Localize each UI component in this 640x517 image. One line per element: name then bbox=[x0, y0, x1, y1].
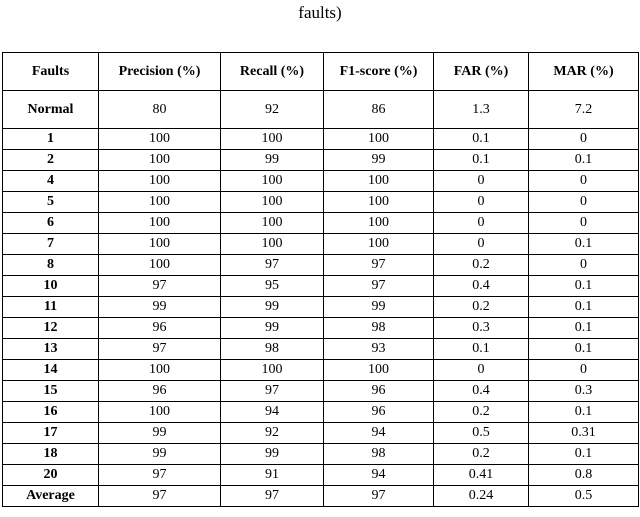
cell-mar: 0.1 bbox=[529, 276, 639, 297]
cell-far: 0.5 bbox=[434, 423, 529, 444]
cell-fault: 6 bbox=[3, 213, 99, 234]
cell-fault: 16 bbox=[3, 402, 99, 423]
cell-mar: 0.5 bbox=[529, 486, 639, 507]
cell-f1-score: 98 bbox=[324, 318, 434, 339]
cell-recall: 100 bbox=[221, 192, 324, 213]
cell-far: 0.41 bbox=[434, 465, 529, 486]
cell-mar: 0.1 bbox=[529, 444, 639, 465]
cell-far: 0 bbox=[434, 213, 529, 234]
cell-f1-score: 97 bbox=[324, 276, 434, 297]
header-row bbox=[3, 53, 639, 91]
table-row bbox=[3, 339, 639, 360]
cell-precision: 96 bbox=[99, 381, 221, 402]
table-header bbox=[3, 53, 639, 91]
header-precision: Precision (%) bbox=[99, 53, 221, 91]
cell-far: 0.2 bbox=[434, 444, 529, 465]
cell-f1-score: 100 bbox=[324, 234, 434, 255]
cell-fault: 18 bbox=[3, 444, 99, 465]
table-row bbox=[3, 297, 639, 318]
cell-recall: 97 bbox=[221, 255, 324, 276]
cell-f1-score: 99 bbox=[324, 297, 434, 318]
cell-fault: Average bbox=[3, 486, 99, 507]
cell-far: 0.24 bbox=[434, 486, 529, 507]
table-row bbox=[3, 255, 639, 276]
cell-precision: 100 bbox=[99, 129, 221, 150]
cell-far: 0.3 bbox=[434, 318, 529, 339]
cell-precision: 97 bbox=[99, 276, 221, 297]
cell-f1-score: 100 bbox=[324, 192, 434, 213]
cell-far: 0.4 bbox=[434, 381, 529, 402]
cell-mar: 0.1 bbox=[529, 150, 639, 171]
cell-recall: 100 bbox=[221, 234, 324, 255]
cell-mar: 0 bbox=[529, 213, 639, 234]
table-row bbox=[3, 318, 639, 339]
results-table bbox=[2, 52, 639, 507]
cell-fault: 8 bbox=[3, 255, 99, 276]
cell-mar: 0 bbox=[529, 129, 639, 150]
cell-fault: 15 bbox=[3, 381, 99, 402]
cell-fault: 10 bbox=[3, 276, 99, 297]
cell-fault: 5 bbox=[3, 192, 99, 213]
cell-f1-score: 96 bbox=[324, 381, 434, 402]
table-row bbox=[3, 276, 639, 297]
table-caption: faults) bbox=[298, 3, 342, 22]
cell-recall: 99 bbox=[221, 150, 324, 171]
cell-recall: 100 bbox=[221, 129, 324, 150]
cell-mar: 0 bbox=[529, 255, 639, 276]
cell-fault: Normal bbox=[3, 91, 99, 129]
cell-fault: 11 bbox=[3, 297, 99, 318]
cell-f1-score: 86 bbox=[324, 91, 434, 129]
cell-precision: 97 bbox=[99, 339, 221, 360]
cell-recall: 99 bbox=[221, 444, 324, 465]
cell-far: 0.2 bbox=[434, 297, 529, 318]
header-mar: MAR (%) bbox=[529, 53, 639, 91]
cell-precision: 100 bbox=[99, 255, 221, 276]
cell-mar: 0.3 bbox=[529, 381, 639, 402]
cell-f1-score: 98 bbox=[324, 444, 434, 465]
cell-fault: 14 bbox=[3, 360, 99, 381]
cell-mar: 0.31 bbox=[529, 423, 639, 444]
cell-f1-score: 94 bbox=[324, 465, 434, 486]
cell-f1-score: 97 bbox=[324, 486, 434, 507]
cell-mar: 0.1 bbox=[529, 234, 639, 255]
cell-mar: 0 bbox=[529, 171, 639, 192]
cell-recall: 100 bbox=[221, 171, 324, 192]
cell-precision: 100 bbox=[99, 402, 221, 423]
cell-precision: 100 bbox=[99, 171, 221, 192]
cell-fault: 2 bbox=[3, 150, 99, 171]
table-row bbox=[3, 171, 639, 192]
cell-f1-score: 93 bbox=[324, 339, 434, 360]
cell-recall: 99 bbox=[221, 297, 324, 318]
cell-far: 0.2 bbox=[434, 402, 529, 423]
cell-recall: 98 bbox=[221, 339, 324, 360]
header-f1-score: F1-score (%) bbox=[324, 53, 434, 91]
cell-precision: 100 bbox=[99, 234, 221, 255]
table-row bbox=[3, 423, 639, 444]
cell-fault: 20 bbox=[3, 465, 99, 486]
cell-f1-score: 94 bbox=[324, 423, 434, 444]
cell-far: 1.3 bbox=[434, 91, 529, 129]
cell-mar: 0.1 bbox=[529, 297, 639, 318]
cell-recall: 97 bbox=[221, 381, 324, 402]
cell-fault: 7 bbox=[3, 234, 99, 255]
cell-f1-score: 99 bbox=[324, 150, 434, 171]
cell-f1-score: 96 bbox=[324, 402, 434, 423]
cell-far: 0.1 bbox=[434, 150, 529, 171]
cell-precision: 80 bbox=[99, 91, 221, 129]
cell-f1-score: 100 bbox=[324, 360, 434, 381]
table-row bbox=[3, 192, 639, 213]
cell-far: 0 bbox=[434, 192, 529, 213]
table-row bbox=[3, 213, 639, 234]
table-row bbox=[3, 486, 639, 507]
cell-far: 0 bbox=[434, 171, 529, 192]
cell-recall: 100 bbox=[221, 360, 324, 381]
cell-recall: 97 bbox=[221, 486, 324, 507]
cell-recall: 99 bbox=[221, 318, 324, 339]
cell-precision: 100 bbox=[99, 360, 221, 381]
cell-precision: 99 bbox=[99, 423, 221, 444]
table-body bbox=[3, 91, 639, 507]
cell-recall: 95 bbox=[221, 276, 324, 297]
cell-f1-score: 100 bbox=[324, 171, 434, 192]
cell-far: 0 bbox=[434, 360, 529, 381]
cell-f1-score: 100 bbox=[324, 213, 434, 234]
table-row bbox=[3, 129, 639, 150]
cell-precision: 100 bbox=[99, 150, 221, 171]
header-faults: Faults bbox=[3, 53, 99, 91]
cell-mar: 0.1 bbox=[529, 402, 639, 423]
cell-far: 0.4 bbox=[434, 276, 529, 297]
cell-fault: 13 bbox=[3, 339, 99, 360]
table-row bbox=[3, 381, 639, 402]
cell-far: 0.2 bbox=[434, 255, 529, 276]
cell-mar: 0 bbox=[529, 360, 639, 381]
table-row bbox=[3, 91, 639, 129]
cell-precision: 96 bbox=[99, 318, 221, 339]
cell-fault: 4 bbox=[3, 171, 99, 192]
cell-precision: 99 bbox=[99, 297, 221, 318]
cell-far: 0.1 bbox=[434, 339, 529, 360]
table-row bbox=[3, 234, 639, 255]
cell-recall: 94 bbox=[221, 402, 324, 423]
cell-fault: 17 bbox=[3, 423, 99, 444]
cell-precision: 100 bbox=[99, 213, 221, 234]
header-far: FAR (%) bbox=[434, 53, 529, 91]
table-row bbox=[3, 150, 639, 171]
cell-mar: 0 bbox=[529, 192, 639, 213]
cell-precision: 97 bbox=[99, 486, 221, 507]
cell-mar: 0.8 bbox=[529, 465, 639, 486]
cell-recall: 100 bbox=[221, 213, 324, 234]
cell-f1-score: 100 bbox=[324, 129, 434, 150]
table-row bbox=[3, 465, 639, 486]
cell-mar: 7.2 bbox=[529, 91, 639, 129]
cell-recall: 92 bbox=[221, 423, 324, 444]
cell-precision: 100 bbox=[99, 192, 221, 213]
table-row bbox=[3, 402, 639, 423]
cell-mar: 0.1 bbox=[529, 318, 639, 339]
cell-mar: 0.1 bbox=[529, 339, 639, 360]
cell-far: 0.1 bbox=[434, 129, 529, 150]
table-row bbox=[3, 360, 639, 381]
cell-fault: 12 bbox=[3, 318, 99, 339]
cell-fault: 1 bbox=[3, 129, 99, 150]
cell-f1-score: 97 bbox=[324, 255, 434, 276]
cell-precision: 99 bbox=[99, 444, 221, 465]
table-row bbox=[3, 444, 639, 465]
cell-precision: 97 bbox=[99, 465, 221, 486]
cell-recall: 91 bbox=[221, 465, 324, 486]
cell-recall: 92 bbox=[221, 91, 324, 129]
header-recall: Recall (%) bbox=[221, 53, 324, 91]
cell-far: 0 bbox=[434, 234, 529, 255]
